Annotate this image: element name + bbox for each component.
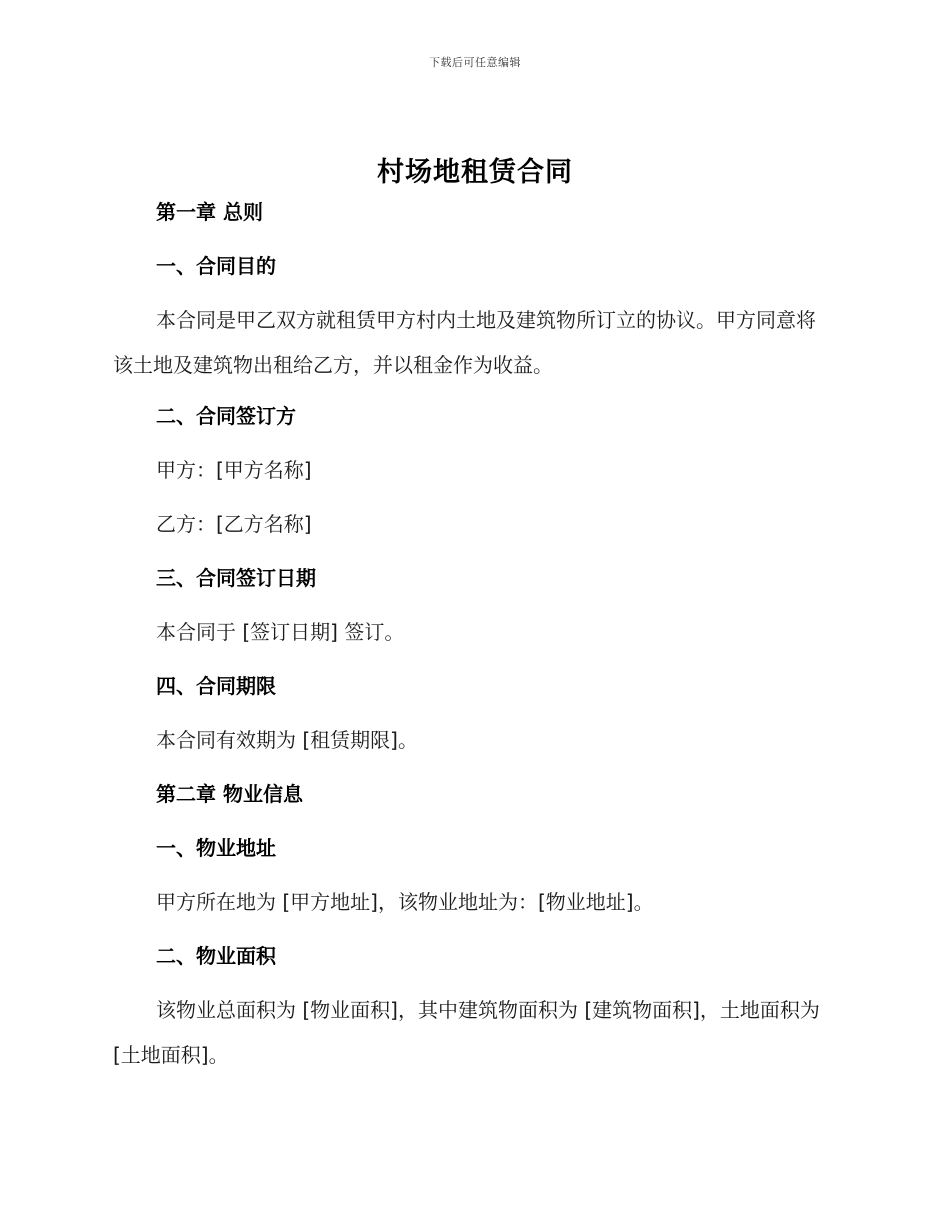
chapter-heading: 第一章 总则 [156,200,263,224]
section-heading: 一、合同目的 [156,254,276,278]
chapter-heading: 第二章 物业信息 [156,782,303,806]
paragraph: 本合同是甲乙双方就租赁甲方村内土地及建筑物所订立的协议。甲方同意将该土地及建筑物出租给乙方，并以租金作为收益。 [113,308,816,377]
document-title: 村场地租赁合同 [377,157,573,188]
header-note: 下载后可任意编辑 [429,56,521,69]
section-heading: 一、物业地址 [156,836,276,860]
document-body [113,196,833,1090]
party-a-line: 甲方：[甲方名称] [156,458,312,482]
section-heading: 三、合同签订日期 [156,566,316,590]
party-b-line: 乙方：[乙方名称] [156,512,312,536]
section-heading: 二、合同签订方 [156,404,296,428]
paragraph: 本合同于 [签订日期] 签订。 [156,620,405,644]
paragraph: 本合同有效期为 [租赁期限]。 [156,728,418,752]
paragraph: 甲方所在地为 [甲方地址]，该物业地址为：[物业地址]。 [156,890,654,914]
section-heading: 二、物业面积 [156,944,276,968]
section-heading: 四、合同期限 [156,674,276,698]
paragraph: 该物业总面积为 [物业面积]，其中建筑物面积为 [建筑物面积]，土地面积为 [土地面积]。 [113,998,820,1067]
